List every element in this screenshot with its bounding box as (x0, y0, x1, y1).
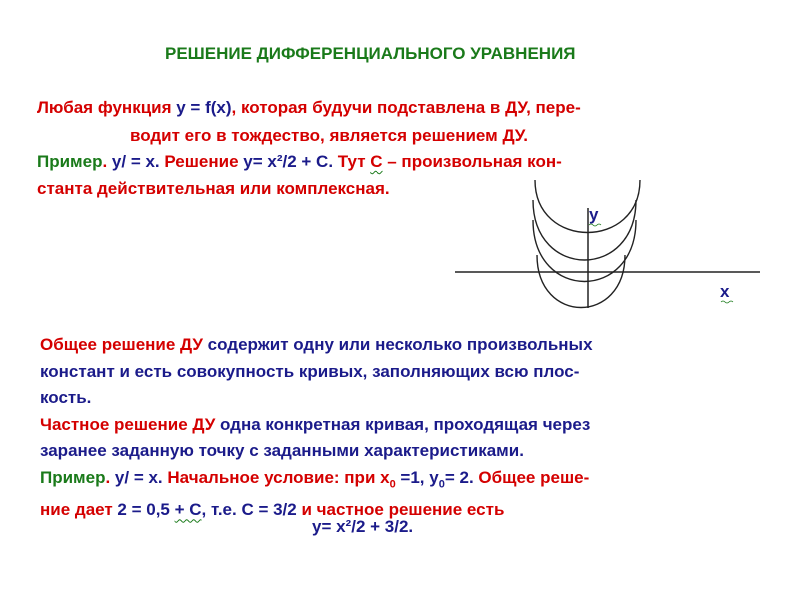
definition-line-2: водит его в тождество, является решением ДУ. (130, 126, 528, 145)
p2-text: содержит одну или несколько произвольных (202, 335, 593, 354)
constant-c: C (370, 152, 383, 171)
p2-row-4 (40, 412, 593, 439)
general-solution-label: Общее реше- (478, 467, 590, 487)
definition-text: Любая функция (37, 98, 177, 117)
example-equation: y/ = x. (107, 152, 165, 171)
parabola-curve-2 (533, 200, 636, 260)
page-title: РЕШЕНИЕ ДИФФЕРЕНЦИАЛЬНОГО УРАВНЕНИЯ (165, 44, 576, 63)
plus-c: + C (174, 500, 202, 520)
example-dot-2: . (105, 467, 111, 487)
example-label-2: Пример (40, 467, 106, 487)
p2-row-3: кость. (40, 388, 92, 407)
example-line-2: станта действительная или комплексная. (37, 179, 390, 198)
here-label: Тут (337, 152, 371, 171)
p2-row-2: констант и есть совокупность кривых, заполняющих всю плос- (40, 361, 580, 381)
initial-values-end: = 2. (444, 467, 479, 487)
definition-line-1 (37, 98, 581, 118)
definition-text-cont: , которая будучи подставлена в ДУ, пере- (231, 98, 581, 117)
parabola-family-graph (440, 180, 790, 310)
p2-row-1 (40, 332, 593, 359)
x0-subscript: 0 (389, 477, 396, 490)
initial-condition: Начальное условие: при x (167, 467, 390, 487)
p2-row-5: заранее заданную точку с заданными характеристиками. (40, 441, 524, 460)
example-line-1 (37, 152, 562, 172)
c-value: , т.е. C = 3/2 (201, 500, 302, 520)
y0-subscript: 0 (438, 477, 445, 490)
particular-solution-term: Частное решение ДУ (40, 414, 216, 434)
general-solution-term: Общее решение ДУ (40, 335, 203, 354)
solution-equation: y= x²/2 + C. (238, 152, 338, 171)
p2-text: одна конкретная кривая, проходящая через (215, 414, 591, 434)
y-axis-label: y (589, 205, 599, 224)
final-equation: y= x²/2 + 3/2. (312, 517, 414, 536)
function-notation: y = f(x) (176, 98, 232, 117)
particular-solution-text: и частное решение есть (301, 500, 505, 520)
p2-row-6 (40, 465, 593, 498)
general-solution-block (40, 332, 593, 524)
gives-equation: 2 = 0,5 (117, 500, 175, 520)
y-label-wave (589, 224, 601, 226)
constant-description: – произвольная кон- (382, 152, 562, 171)
example-label: Пример (37, 152, 103, 171)
initial-values: =1, y (395, 467, 439, 487)
example-equation-2: y/ = x. (110, 467, 168, 487)
gives-text: ние дает (40, 500, 118, 520)
x-label-wave (721, 301, 733, 303)
solution-label: Решение (164, 152, 239, 171)
example-dot: . (102, 152, 108, 171)
x-axis-label: x (720, 282, 730, 301)
